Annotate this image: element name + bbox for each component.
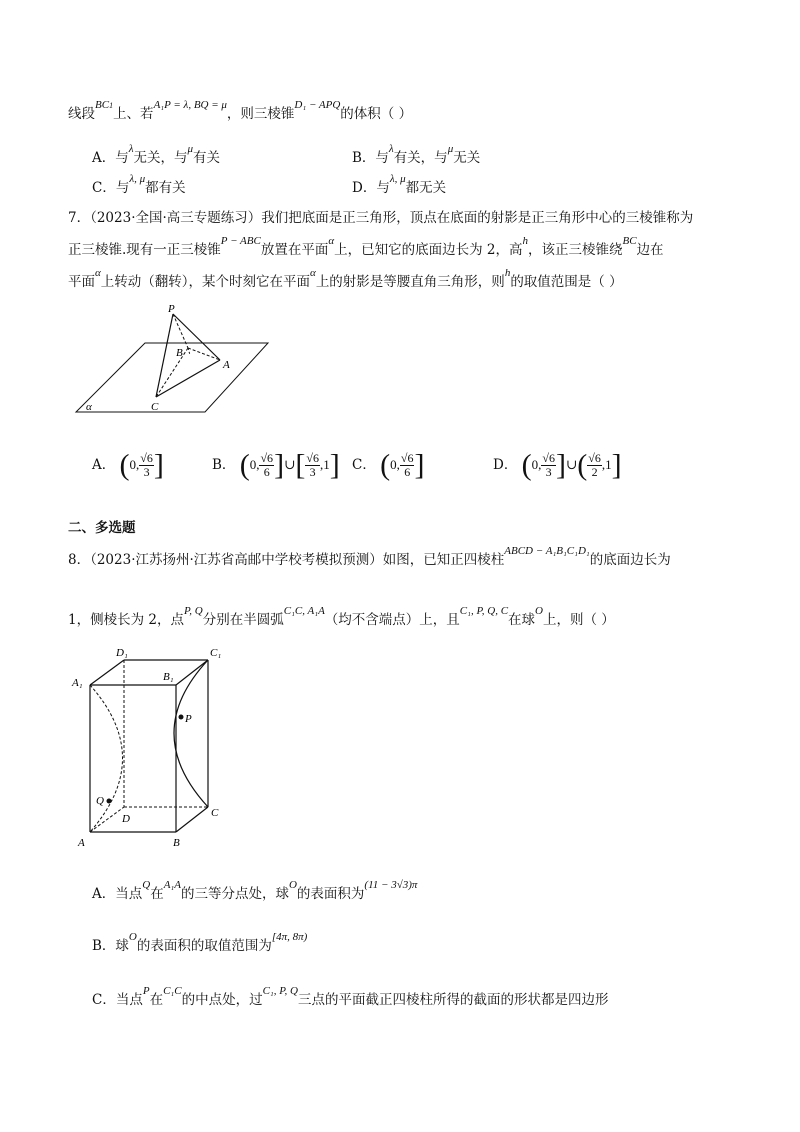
q6-tail-line: 线段$^{BC1}$上、若$^{A_1P = \lambda, BQ = \mu}$，则三棱锥$^{D_1 - APQ}$的体积（ ）: [68, 99, 413, 122]
q8-option-c[interactable]: C．当点$^P$在$^{C_1C}$的中点处，过$^{C_1, P, Q}$三点的平面截正四棱柱所得的截面的形状都是四边形: [92, 985, 609, 1008]
label-C: C: [151, 401, 159, 413]
label-Q: Q: [96, 795, 104, 807]
label-alpha: α: [86, 401, 92, 413]
label-B: B: [173, 837, 180, 849]
section-heading: 二、多选题: [68, 520, 136, 536]
q7-option-c[interactable]: C． (0, $\frac{√6}{6}$ ]: [352, 448, 425, 482]
label-P: P: [185, 713, 192, 725]
q8-line-1: 8．（2023·江苏扬州·江苏省高邮中学校考模拟预测）如图，已知正四棱柱$^{ABCD - A_1B_1C_1D_1}$的底面边长为: [68, 545, 671, 568]
label-A: A: [78, 837, 85, 849]
q7-pyramid-figure: [70, 300, 280, 418]
label-A: A: [223, 359, 230, 371]
point-Q: [107, 799, 112, 804]
plane-alpha: [76, 343, 268, 412]
label-B1: B₁: [163, 671, 174, 683]
q6-option-c[interactable]: C．与$^{\lambda, \mu}$都有关: [92, 173, 186, 196]
q7-option-b[interactable]: B． (0, $\frac{√6}{6}$ ]∪[ $\frac{√6}{3}$ ,1]: [212, 448, 340, 482]
q7-option-d[interactable]: D． (0, $\frac{√6}{3}$ ]∪( $\frac{√6}{2}$ ,1]: [493, 448, 622, 482]
q8-option-b[interactable]: B．球$^O$的表面积的取值范围为$^{[4\pi, 8\pi)}$: [92, 931, 308, 954]
label-B: B: [176, 347, 183, 359]
label-C: C: [211, 807, 219, 819]
q7-line-2: 正三棱锥.现有一正三棱锥$^{P - ABC}$放置在平面$^\alpha$上，已知它的底面边长为 2，高$^h$，该正三棱锥绕$^{BC}$边在: [68, 235, 664, 258]
label-P: P: [168, 303, 175, 315]
label-C1: C₁: [210, 647, 222, 659]
q8-prism-figure: [60, 640, 240, 855]
q6-option-b[interactable]: B．与$^\lambda$有关，与$^\mu$无关: [352, 143, 481, 166]
q8-option-a[interactable]: A．当点$^Q$在$^{A_1A}$的三等分点处，球$^O$的表面积为$^{(11 - 3√3)\pi}$: [92, 879, 418, 902]
q8-line-2: 1，侧棱长为 2，点$^{P, Q}$分别在半圆弧$^{C_1C, A_1A}$（均不含端点）上，且$^{C_1, P, Q, C}$在球$^O$上，则（ ）: [68, 605, 615, 628]
q7-line-3: 平面$^\alpha$上转动（翻转），某个时刻它在平面$^\alpha$上的射影是等腰直角三角形，则$^h$的取值范围是（ ）: [68, 267, 623, 290]
label-A1: A₁: [72, 677, 83, 689]
label-D1: D₁: [116, 647, 128, 659]
q6-option-a[interactable]: A．与$^\lambda$无关，与$^\mu$有关: [92, 143, 221, 166]
q7-option-a[interactable]: A． (0, $\frac{√6}{3}$ ]: [92, 448, 164, 482]
point-P: [179, 715, 184, 720]
label-D: D: [122, 813, 130, 825]
q7-line-1: 7．（2023·全国·高三专题练习）我们把底面是正三角形，顶点在底面的射影是正三角形中心的三棱锥称为: [68, 210, 694, 226]
q6-option-d[interactable]: D．与$^{\lambda, \mu}$都无关: [352, 173, 447, 196]
